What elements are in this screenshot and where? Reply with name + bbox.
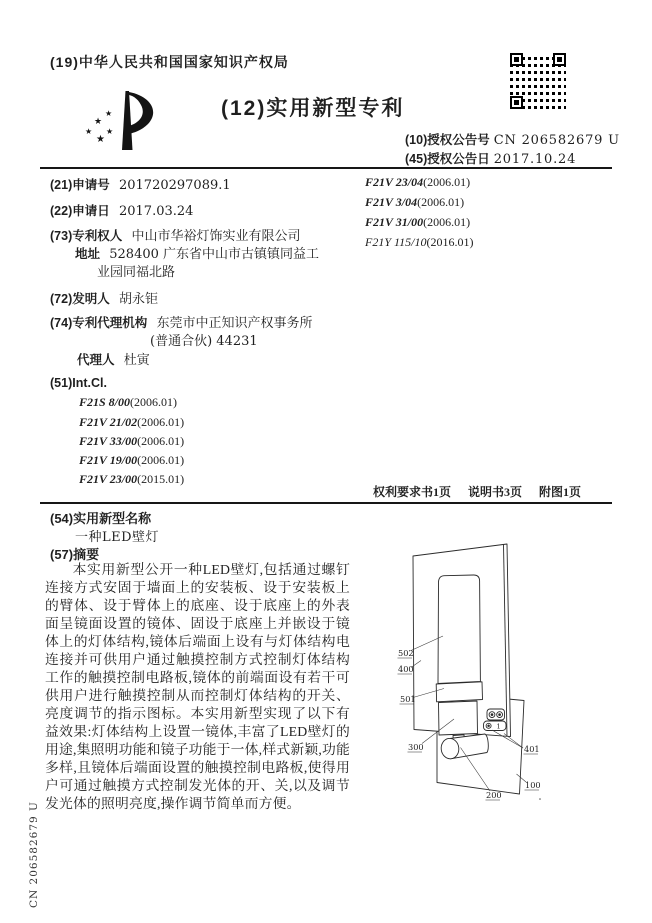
patentee-label: (73)专利权人 bbox=[50, 229, 123, 243]
application-date-row bbox=[50, 201, 193, 219]
ipc-code: F21V 33/00 bbox=[79, 434, 138, 448]
ipc-version: (2006.01) bbox=[423, 215, 471, 229]
agency-row bbox=[50, 312, 313, 331]
agency-partnership: (普通合伙) 44231 bbox=[150, 334, 258, 349]
figure-lamp-diffuser bbox=[438, 575, 480, 684]
drawings-pages: 附图1页 bbox=[539, 485, 582, 499]
ipc-version: (2006.01) bbox=[417, 195, 465, 209]
intcl-right-item bbox=[365, 193, 464, 211]
patentee-name: 中山市华裕灯饰实业有限公司 bbox=[131, 229, 301, 244]
title-section-label: (54)实用新型名称 bbox=[50, 511, 152, 526]
ipc-code: F21V 31/00 bbox=[365, 215, 424, 229]
side-publication-code: CN 206582679 U bbox=[28, 801, 40, 908]
abstract-section-label: (57)摘要 bbox=[50, 547, 100, 562]
qr-finder-icon bbox=[510, 96, 523, 109]
publication-date-label: (45)授权公告日 bbox=[405, 152, 490, 166]
address-label: 地址 bbox=[75, 247, 101, 261]
agency-label: (74)专利代理机构 bbox=[50, 316, 148, 330]
figure-dimmer-digit: 1 bbox=[496, 722, 501, 731]
agent-name: 杜寅 bbox=[123, 353, 150, 368]
application-date: 2017.03.24 bbox=[118, 204, 194, 219]
application-number-label: (21)申请号 bbox=[50, 178, 110, 192]
intcl-right-item bbox=[365, 173, 470, 191]
figure-label-100: 100 bbox=[525, 780, 541, 790]
qr-finder-icon bbox=[510, 53, 523, 66]
ipc-code: F21V 3/04 bbox=[365, 195, 418, 209]
issuing-office: (19)中华人民共和国国家知识产权局 bbox=[50, 54, 289, 70]
header-divider bbox=[40, 167, 612, 169]
ipc-code: F21V 21/02 bbox=[79, 415, 138, 429]
abstract-text: 本实用新型公开一种LED壁灯,包括通过螺钉连接方式安固于墙面上的安装板、设于安装板上的臂体、设于臂体上的底座、设于底座上的外表面呈镜面设置的镜体、固设于底座上并嵌设于镜体上的灯体结构,镜体后端面上设有与灯体结构电连接并可供用户通过触摸控制方式控制灯体结构工作的触摸控制电路板,镜体的前端面设有若干可供用户进行触摸控制从而控制灯体结构的开关、亮度调节的指示图标。本实用新型实现了以下有益效果:灯体结构上设置一镜体,丰富了LED壁灯的用途,集照明功能和镜子功能于一体,样式新颖,功能多样,且镜体后端面设置的触摸控制电路板,使得用户可通过触摸方式控制发光体的开、关,以及调节发光体的照明亮度,操作调节简单而方便。 bbox=[45, 562, 350, 811]
intcl-left-item bbox=[79, 451, 184, 469]
intcl-left-item bbox=[79, 432, 184, 450]
intcl-left-item bbox=[79, 393, 177, 411]
publication-date: 2017.10.24 bbox=[493, 152, 577, 167]
intcl-left-item bbox=[79, 470, 184, 488]
logo-p-bar bbox=[122, 91, 133, 150]
figure-label-401: 401 bbox=[524, 744, 540, 754]
ipc-code: F21V 19/00 bbox=[79, 453, 138, 467]
address-line2: 业园同福北路 bbox=[97, 265, 176, 280]
qr-finder-icon bbox=[553, 53, 566, 66]
intcl-left-item bbox=[79, 413, 184, 431]
ipc-version: (2006.01) bbox=[130, 395, 178, 409]
invention-title: 一种LED壁灯 bbox=[75, 530, 160, 545]
intcl-right-item bbox=[365, 233, 473, 251]
ipc-version: (2006.01) bbox=[423, 175, 471, 189]
publication-number: CN 206582679 U bbox=[493, 133, 620, 148]
publication-date-line bbox=[405, 149, 576, 168]
ipc-version: (2015.01) bbox=[137, 472, 185, 486]
figure-lower-housing bbox=[439, 701, 478, 735]
figure-label-502: 502 bbox=[398, 648, 414, 658]
inventor-row bbox=[50, 288, 158, 307]
figure-label-300: 300 bbox=[408, 742, 424, 752]
address-row bbox=[75, 243, 319, 262]
logo-star-icon: ★ bbox=[105, 109, 113, 118]
application-number: 201720297089.1 bbox=[118, 178, 231, 193]
agency-row-2 bbox=[150, 330, 258, 349]
logo-p-bowl bbox=[127, 92, 154, 134]
qr-code bbox=[510, 53, 566, 109]
logo-star-icon: ★ bbox=[106, 127, 114, 136]
application-date-label: (22)申请日 bbox=[50, 204, 110, 218]
intcl-row bbox=[50, 375, 107, 391]
logo-star-icon: ★ bbox=[96, 134, 105, 145]
section-divider bbox=[40, 502, 612, 504]
logo-star-icon: ★ bbox=[85, 127, 93, 136]
patentee-row bbox=[50, 225, 301, 244]
inventor-label: (72)发明人 bbox=[50, 292, 110, 306]
ipc-code: F21V 23/00 bbox=[79, 472, 138, 486]
description-pages: 说明书3页 bbox=[468, 485, 523, 499]
address-row-2 bbox=[97, 261, 175, 280]
patent-drawing bbox=[380, 530, 555, 815]
claims-pages: 权利要求书1页 bbox=[373, 485, 452, 499]
figure-label-200: 200 bbox=[486, 790, 502, 800]
patent-drawing-svg bbox=[380, 530, 555, 815]
agent-row bbox=[77, 349, 150, 368]
ipc-code: F21S 8/00 bbox=[79, 395, 131, 409]
intcl-label: (51)Int.Cl. bbox=[50, 376, 107, 390]
agent-label: 代理人 bbox=[77, 353, 115, 367]
ipc-version: (2006.01) bbox=[137, 415, 185, 429]
ipc-version: (2006.01) bbox=[137, 453, 185, 467]
publication-number-label: (10)授权公告号 bbox=[405, 133, 490, 147]
ipc-version: (2016.01) bbox=[426, 235, 474, 249]
ipc-code: F21Y 115/10 bbox=[365, 235, 427, 249]
ipc-version: (2006.01) bbox=[137, 434, 185, 448]
pages-summary bbox=[373, 483, 581, 500]
figure-base-band bbox=[436, 682, 482, 702]
intcl-right-item bbox=[365, 213, 470, 231]
document-type-title: (12)实用新型专利 bbox=[221, 97, 405, 120]
figure-label-501: 501 bbox=[400, 694, 416, 704]
sipo-logo bbox=[72, 84, 167, 164]
logo-star-icon: ★ bbox=[94, 117, 103, 127]
figure-label-400: 400 bbox=[398, 664, 414, 674]
inventor-name: 胡永钜 bbox=[118, 292, 158, 307]
agency-name: 东莞市中正知识产权事务所 bbox=[156, 316, 313, 331]
application-number-row bbox=[50, 175, 231, 193]
address-line1: 528400 广东省中山市古镇镇同益工 bbox=[109, 247, 320, 262]
ipc-code: F21V 23/04 bbox=[365, 175, 424, 189]
publication-number-line bbox=[405, 130, 620, 149]
